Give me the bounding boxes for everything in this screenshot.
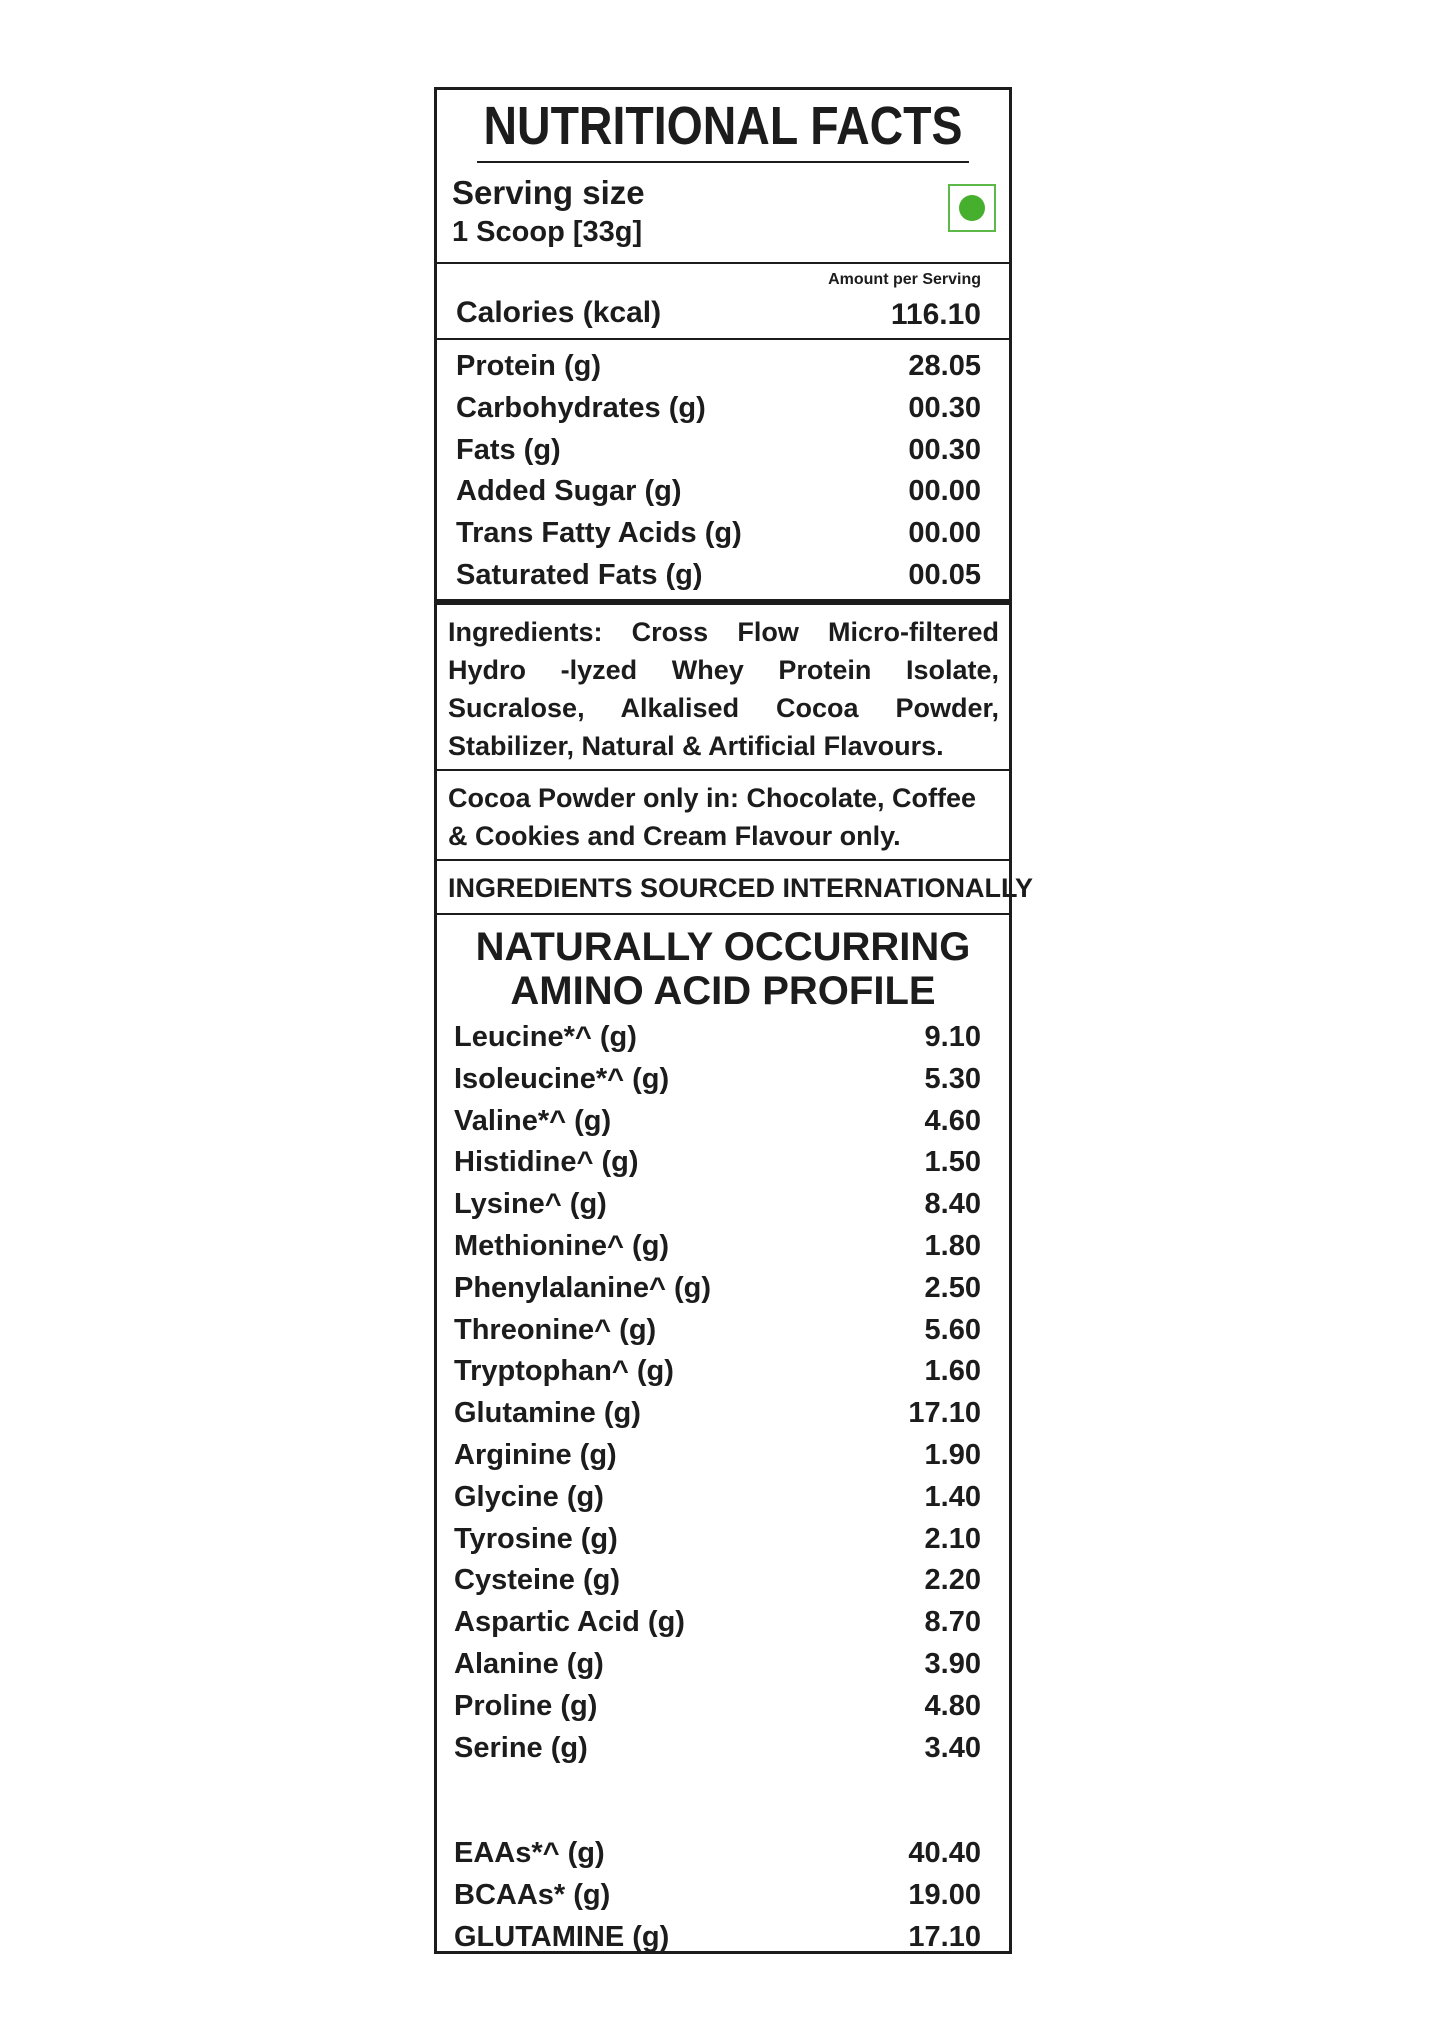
amino-name: Threonine^ (g) — [454, 1313, 657, 1346]
amino-row — [437, 1727, 1009, 1769]
label-title: NUTRITIONAL FACTS — [477, 90, 969, 163]
nutrient-name: Saturated Fats (g) — [456, 558, 703, 591]
calories-section — [437, 264, 1009, 340]
amino-row — [437, 1434, 1009, 1476]
amino-value: 4.60 — [924, 1104, 981, 1137]
amino-name: Cysteine (g) — [454, 1564, 620, 1597]
amino-name: Histidine^ (g) — [454, 1146, 639, 1179]
amount-per-serving-label: Amount per Serving — [828, 271, 981, 288]
nutrient-name: Protein (g) — [456, 350, 601, 382]
amino-row — [437, 1643, 1009, 1685]
amino-row — [437, 1601, 1009, 1643]
amino-value: 8.70 — [924, 1606, 981, 1639]
nutrient-name: Fats (g) — [456, 433, 561, 466]
amino-acid-heading — [437, 925, 1009, 1013]
calories-label: Calories (kcal) — [456, 296, 662, 329]
nutrient-row — [437, 387, 1009, 429]
nutrient-row — [437, 470, 1009, 512]
amino-value: 8.40 — [924, 1188, 981, 1221]
amino-row — [437, 1309, 1009, 1351]
amino-value: 1.50 — [924, 1146, 981, 1179]
amino-heading-line1: NATURALLY OCCURRING — [475, 925, 971, 969]
amino-name: Proline (g) — [454, 1689, 598, 1722]
nutrient-value: 00.05 — [908, 558, 981, 591]
amino-name: Glutamine (g) — [454, 1397, 641, 1430]
amino-value: 1.40 — [924, 1480, 981, 1513]
amino-name: Valine*^ (g) — [454, 1104, 612, 1137]
amino-name: Aspartic Acid (g) — [454, 1606, 685, 1639]
serving-size-section — [437, 163, 1009, 264]
veg-dot — [959, 195, 985, 221]
nutrient-row — [437, 429, 1009, 471]
nutrient-value: 28.05 — [908, 350, 981, 382]
cocoa-note: Cocoa Powder only in: Chocolate, Coffee & Cookies and Cream Flavour only. — [437, 771, 1009, 861]
amino-row — [437, 1518, 1009, 1560]
amino-value: 2.20 — [924, 1564, 981, 1597]
amino-value: 2.10 — [924, 1522, 981, 1555]
amino-value: 3.40 — [924, 1731, 981, 1764]
amino-name: Phenylalanine^ (g) — [454, 1271, 712, 1304]
amino-row — [437, 1267, 1009, 1309]
total-value: 17.10 — [908, 1920, 981, 1953]
amino-row — [437, 1100, 1009, 1142]
amino-value: 1.80 — [924, 1229, 981, 1262]
nutrient-value: 00.30 — [908, 391, 981, 424]
amino-name: Serine (g) — [454, 1731, 588, 1764]
amino-heading-line2: AMINO ACID PROFILE — [510, 969, 936, 1013]
nutrient-name: Added Sugar (g) — [456, 475, 682, 508]
amino-value: 2.50 — [924, 1271, 981, 1304]
ingredients-sourced-note: INGREDIENTS SOURCED INTERNATIONALLY — [437, 861, 1009, 915]
amino-acid-list — [437, 1016, 1009, 1768]
nutrient-value: 00.30 — [908, 433, 981, 466]
amino-value: 5.60 — [924, 1313, 981, 1346]
nutrient-row — [437, 554, 1009, 596]
amino-value: 3.90 — [924, 1647, 981, 1680]
total-name: EAAs*^ (g) — [454, 1837, 605, 1869]
total-row — [437, 1874, 1009, 1916]
ingredients-text: Ingredients: Cross Flow Micro-filtered Hydro -lyzed Whey Protein Isolate, Sucralose, Alkalised Cocoa Powder, Stabilizer, Natural & Artificial Flavours. — [437, 605, 1009, 771]
amino-name: Lysine^ (g) — [454, 1188, 607, 1221]
amino-name: Methionine^ (g) — [454, 1229, 670, 1262]
amino-row — [437, 1350, 1009, 1392]
amino-totals — [437, 1832, 1009, 1957]
amino-row — [437, 1183, 1009, 1225]
amino-value: 1.60 — [924, 1355, 981, 1388]
amino-value: 5.30 — [924, 1062, 981, 1095]
amino-row — [437, 1225, 1009, 1267]
amino-name: Tyrosine (g) — [454, 1522, 618, 1555]
serving-size-value: 1 Scoop [33g] — [452, 216, 643, 248]
nutrient-name: Carbohydrates (g) — [456, 391, 706, 424]
amino-row — [437, 1476, 1009, 1518]
amino-row — [437, 1058, 1009, 1100]
amino-row — [437, 1559, 1009, 1601]
amino-name: Tryptophan^ (g) — [454, 1355, 674, 1388]
amino-value: 9.10 — [924, 1021, 981, 1053]
calories-value: 116.10 — [890, 298, 981, 331]
nutrient-row — [437, 345, 1009, 387]
total-name: BCAAs* (g) — [454, 1878, 611, 1911]
nutrient-name: Trans Fatty Acids (g) — [456, 517, 742, 550]
total-name: GLUTAMINE (g) — [454, 1920, 670, 1953]
total-row — [437, 1916, 1009, 1958]
veg-symbol-icon — [948, 184, 996, 232]
amino-row — [437, 1016, 1009, 1058]
nutrients-section — [437, 340, 1009, 605]
nutrition-label — [434, 87, 1034, 1954]
nutrient-value: 00.00 — [908, 517, 981, 550]
amino-row — [437, 1392, 1009, 1434]
amino-name: Isoleucine*^ (g) — [454, 1062, 670, 1095]
total-value: 19.00 — [908, 1878, 981, 1911]
amino-name: Glycine (g) — [454, 1480, 604, 1513]
amino-name: Leucine*^ (g) — [454, 1021, 637, 1053]
nutrient-row — [437, 512, 1009, 554]
serving-size-label: Serving size — [452, 174, 645, 211]
amino-name: Alanine (g) — [454, 1647, 604, 1680]
nutrient-value: 00.00 — [908, 475, 981, 508]
total-value: 40.40 — [908, 1837, 981, 1869]
amino-value: 4.80 — [924, 1689, 981, 1722]
amino-value: 1.90 — [924, 1438, 981, 1471]
total-row — [437, 1832, 1009, 1874]
amino-value: 17.10 — [908, 1397, 981, 1430]
amino-name: Arginine (g) — [454, 1438, 617, 1471]
amino-row — [437, 1685, 1009, 1727]
amino-row — [437, 1141, 1009, 1183]
